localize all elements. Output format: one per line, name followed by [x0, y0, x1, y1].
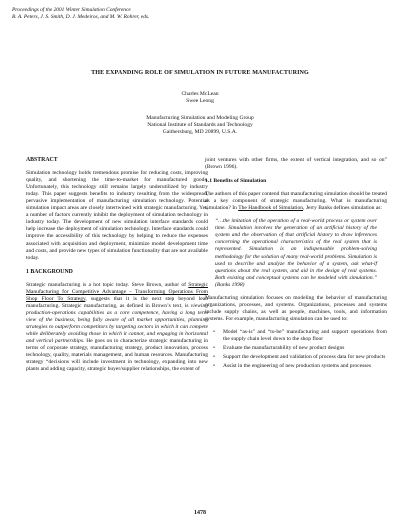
background-paragraph	[26, 282, 208, 374]
proceedings-header	[12, 7, 292, 22]
list-item: • Assist in the engineering of new production systems and processes	[213, 363, 387, 370]
banks-definition-quote: “…the imitation of the operation of a real-world process or system over time. Simulation involves the generation of an artificial history of the system and the observation of that artificial history to draw inferences concerning the operational characteristics of the real system that is represented. Simulation is an indispensable problem-solving methodology for the solution of many real-world problems. Simulation is used to describe and analyze the behavior of a system, ask what-if questions about the real system, and aid in the design of real systems. Both existing and conceptual systems can be modeled with simulation.” (Banks 1998)	[215, 218, 377, 288]
affiliation-line: National Institute of Standards and Technology	[147, 122, 253, 129]
benefits-paragraph	[205, 191, 387, 212]
author-name: Charles McLean	[181, 91, 219, 97]
abstract-heading: ABSTRACT	[26, 157, 58, 163]
text-run: , Jerry Banks defines simulation as:	[303, 205, 382, 212]
manufacturing-simulation-paragraph: Manufacturing simulation focuses on modeling the behavior of manufacturing organizations, processes, and systems. Organizations, processes and systems include supply chains, as well as people, machines, tools, and information systems. For example, manufacturing simulation can be used to:	[205, 294, 387, 322]
proceedings-editors-line: B. A. Peters, J. S. Smith, D. J. Medeiros, and M. W. Rohrer, eds.	[12, 14, 150, 21]
list-item: • Model “as-is” and “to-be” manufacturing and support operations from the supply chain level down to the shop floor	[213, 329, 387, 343]
uses-bullet-list	[205, 329, 387, 370]
definition-quote: viewing production-operations capabilities as a core competence, having a long term view of the business, being fully aware of all market opportunities, planning strategies to outperform competitors by targeting sectors in which it can compete while deliberately avoiding those in which it cannot, and engaging in horizontal and vertical partnerships	[26, 302, 208, 345]
handbook-title: The Handbook of Simulation	[238, 205, 304, 212]
text-run: . He goes on to characterize strategic manufacturing in terms of corporate strategy, manufacturing strategy, product innovation, process technology, quality, materials management, and human resources. Manufacturing strategy “decisions will include investment in technology, expanding into new plants and adding capacity, strategic buyer/supplier relationships, the extent of	[26, 338, 208, 373]
left-column	[26, 157, 208, 373]
list-item: • Support the development and validation of process data for new products	[213, 354, 387, 361]
text-run: The authors of this paper contend that manufacturing simulation should be treated as a key component of strategic manufacturing. What is manufacturing simulation? In	[205, 191, 387, 212]
author-list	[0, 91, 400, 105]
author-name: Swee Leong	[186, 98, 214, 105]
affiliation-line: Manufacturing Simulation and Modeling Group	[146, 115, 254, 121]
affiliation-line: Gaithersburg, MD 20899, U.S.A.	[162, 129, 238, 136]
background-heading: 1 BACKGROUND	[26, 268, 73, 275]
benefits-subheading: 1.1 Benefits of Simulation	[205, 178, 267, 185]
proceedings-line-1: Proceedings of the 2001 Winter Simulation Conference	[12, 7, 131, 13]
affiliation-block	[0, 115, 400, 136]
page-number: 1478	[194, 510, 206, 516]
paper-title: THE EXPANDING ROLE OF SIMULATION IN FUTURE MANUFACTURING	[91, 70, 309, 76]
text-run: , suggests that it is the next step beyond lean manufacturing. Strategic manufacturing, as defined in Brown’s text, is	[26, 295, 208, 309]
list-item: • Evaluate the manufacturability of new product designs	[213, 345, 387, 352]
book-title-link: Strategic Manufacturing for Competitive Advantage – Transforming Operations From Shop Floor To Strategy	[26, 281, 208, 302]
continuation-text: joint ventures with other firms, the extent of vertical integration, and so on” (Brown 1996).	[205, 157, 387, 171]
text-run: Strategic manufacturing is a hot topic today. Steve Brown, author of	[26, 281, 189, 288]
abstract-text: Simulation technology holds tremendous promise for reducing costs, improving quality, and shortening the time-to-market for manufactured goods. Unfortunately, this technology still remains largely underutilized by industry today. This paper suggests benefits to industry resulting from the widespread, pervasive implementation of manufacturing simulation technology. Potential simulation impact areas are closely intertwined with strategic manufacturing. Yet, a number of factors currently inhibit the deployment of simulation technology in industry today. The development of new simulation interface standards could help increase the deployment of simulation technology. Interface standards could improve the accessibility of this technology by helping to reduce the expenses associated with acquisition and deployment, minimize model development time and costs, and provide new types of simulation functionality that are not available today.	[26, 170, 208, 261]
right-column	[205, 157, 387, 372]
